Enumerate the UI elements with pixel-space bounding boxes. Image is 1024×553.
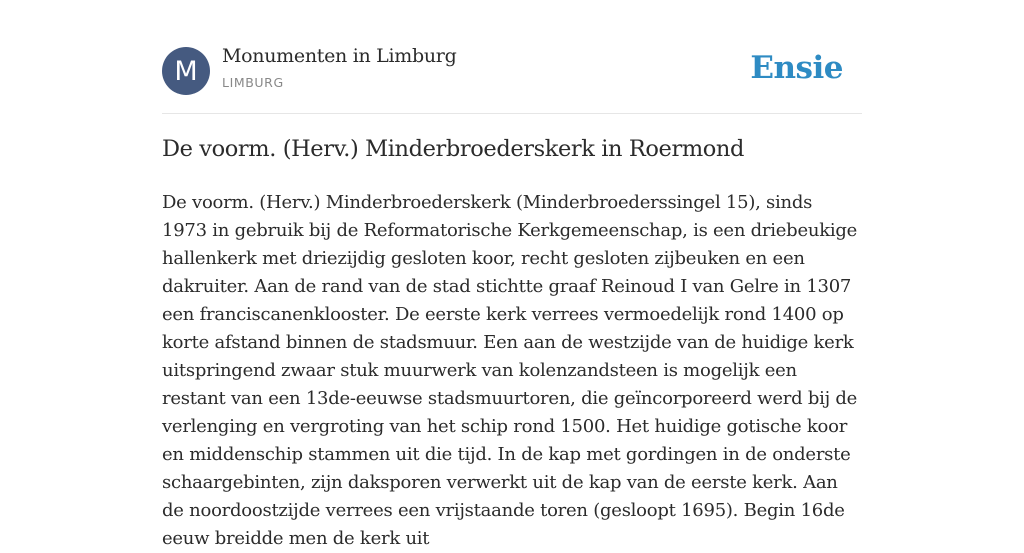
page-container (162, 0, 862, 549)
brand-logo[interactable]: Ensie (750, 50, 843, 86)
article-body: De voorm. (Herv.) Minderbroederskerk (Minderbroederssingel 15), sinds 1973 in gebruik bij de Reformatorische Kerkgemeenschap, is een driebeukige hallenkerk met driezijdig gesloten koor, recht gesloten zijbeuken en een dakruiter. Aan de rand van de stad stichtte graaf Reinoud I van Gelre in 1307 een franciscanenklooster. De eerste kerk verrees vermoedelijk rond 1400 op korte afstand binnen de stadsmuur. Een aan de westzijde van de huidige kerk uitspringend zwaar stuk muurwerk van kolenzandsteen is mogelijk een restant van een 13de-eeuwse stadsmuurtoren, die geïncorporeerd werd bij de verlenging en vergroting van het schip rond 1500. Het huidige gotische koor en middenschip stammen uit die tijd. In de kap met gordingen in de onderste schaargebinten, zijn daksporen verwerkt uit de kap van de eerste kerk. Aan de noordoostzijde verrees een vrijstaande toren (gesloopt 1695). Begin 16de eeuw breidde men de kerk uit (162, 192, 858, 549)
source-subtitle: LIMBURG (222, 75, 284, 90)
avatar[interactable]: M (162, 47, 210, 95)
header (162, 0, 862, 114)
source-title[interactable]: Monumenten in Limburg (222, 45, 457, 67)
article-title: De voorm. (Herv.) Minderbroederskerk in Roermond (162, 136, 745, 162)
